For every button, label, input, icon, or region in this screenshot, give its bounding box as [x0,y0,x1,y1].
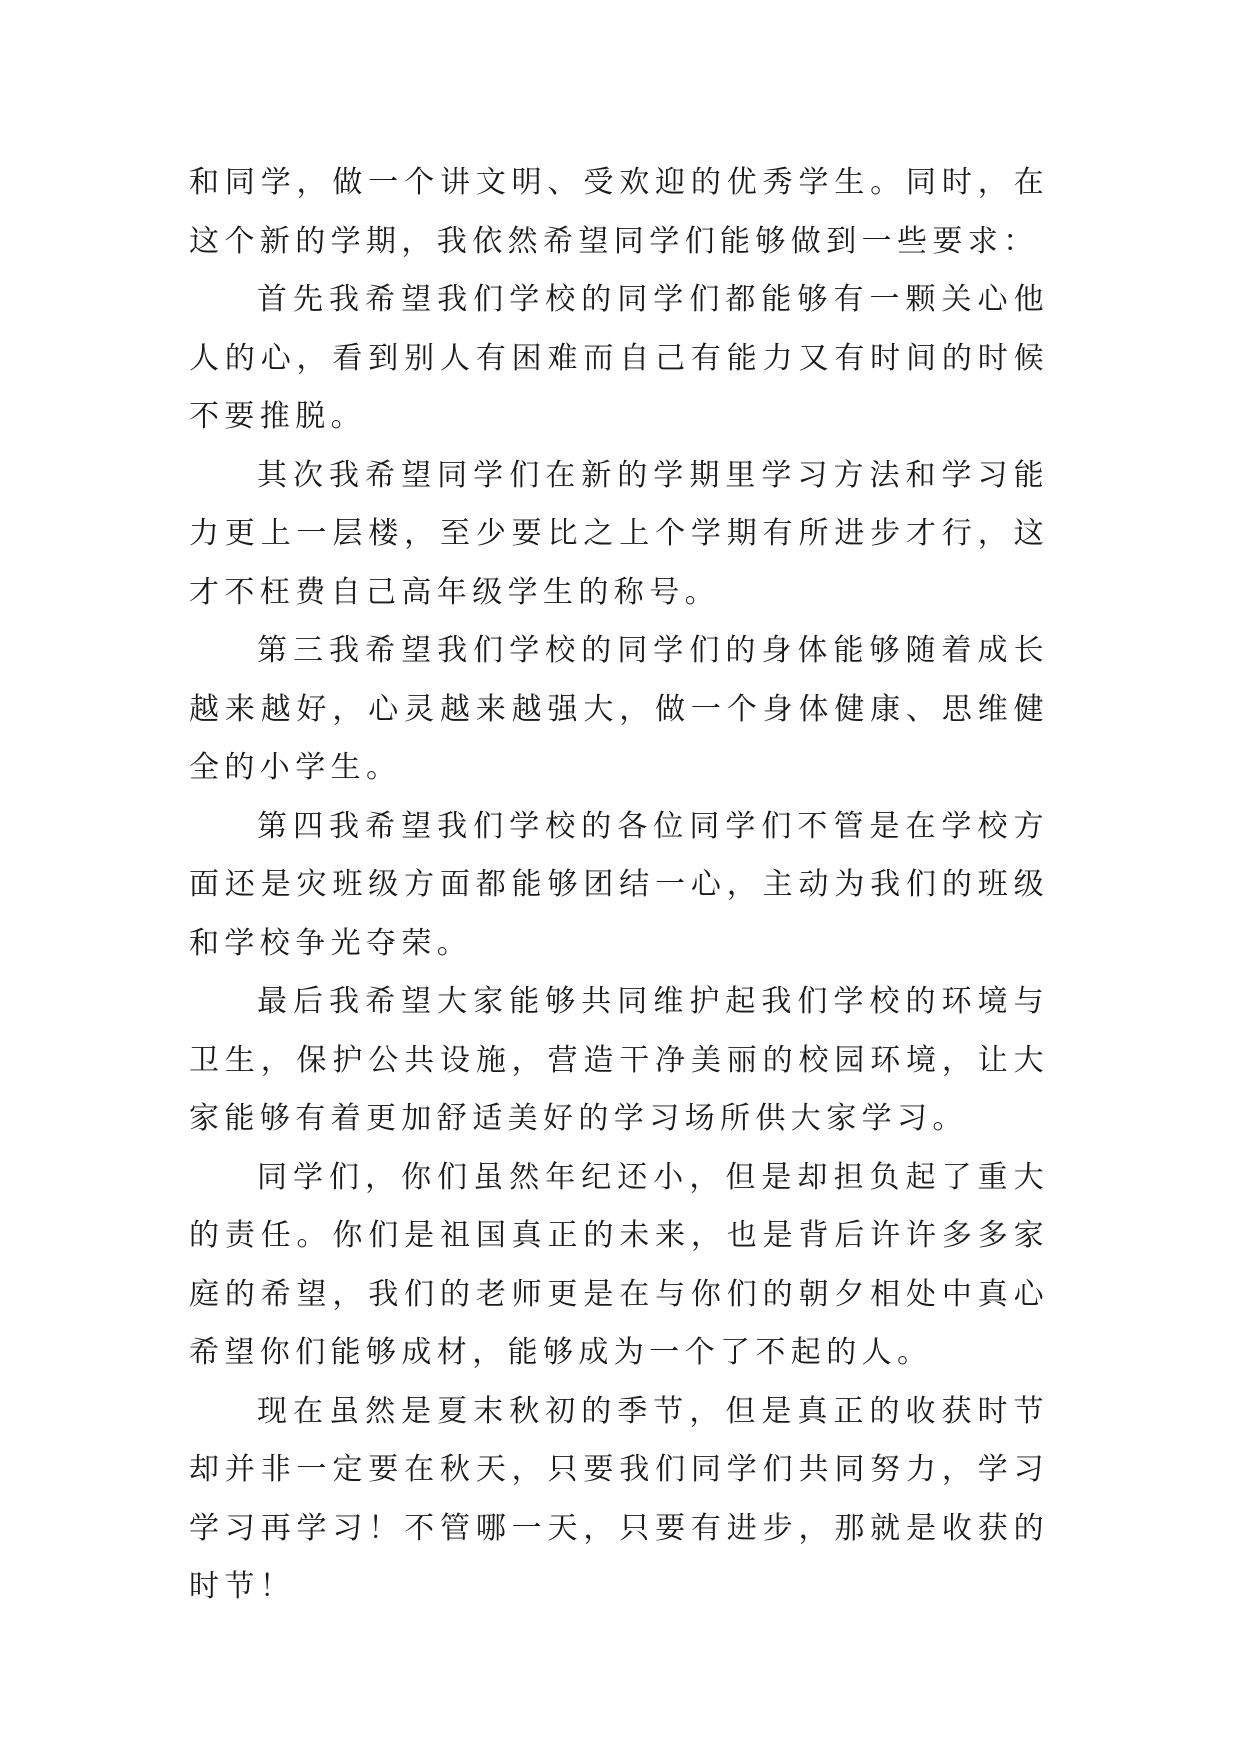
paragraph-responsibility: 同学们，你们虽然年纪还小，但是却担负起了重大的责任。你们是祖国真正的未来，也是背后许许多多家庭的希望，我们的老师更是在与你们的朝夕相处中真心希望你们能够成材，能够成为一个了不起的人。 [189,1159,1049,1370]
paragraph-second-wish: 其次我希望同学们在新的学期里学习方法和学习能力更上一层楼，至少要比之上个学期有所进步才行，这才不枉费自己高年级学生的称号。 [189,457,1049,610]
paragraph-third-wish: 第三我希望我们学校的同学们的身体能够随着成长越来越好，心灵越来越强大，做一个身体健康、思维健全的小学生。 [189,633,1049,785]
paragraph-first-wish: 首先我希望我们学校的同学们都能够有一颗关心他人的心，看到别人有困难而自己有能力又有时间的时候不要推脱。 [189,282,1049,434]
paragraph-fourth-wish: 第四我希望我们学校的各位同学们不管是在学校方面还是灾班级方面都能够团结一心，主动为我们的班级和学校争光夺荣。 [189,808,1049,961]
paragraph-closing: 现在虽然是夏末秋初的季节，但是真正的收获时节却并非一定要在秋天，只要我们同学们共同努力，学习学习再学习！不管哪一天，只要有进步，那就是收获的时节！ [189,1393,1049,1604]
document-body [189,154,1049,1617]
paragraph-continued: 和同学，做一个讲文明、受欢迎的优秀学生。同时，在这个新的学期，我依然希望同学们能够做到一些要求： [189,165,1049,259]
paragraph-final-wish: 最后我希望大家能够共同维护起我们学校的环境与卫生，保护公共设施，营造干净美丽的校园环境，让大家能够有着更加舒适美好的学习场所供大家学习。 [189,984,1049,1136]
